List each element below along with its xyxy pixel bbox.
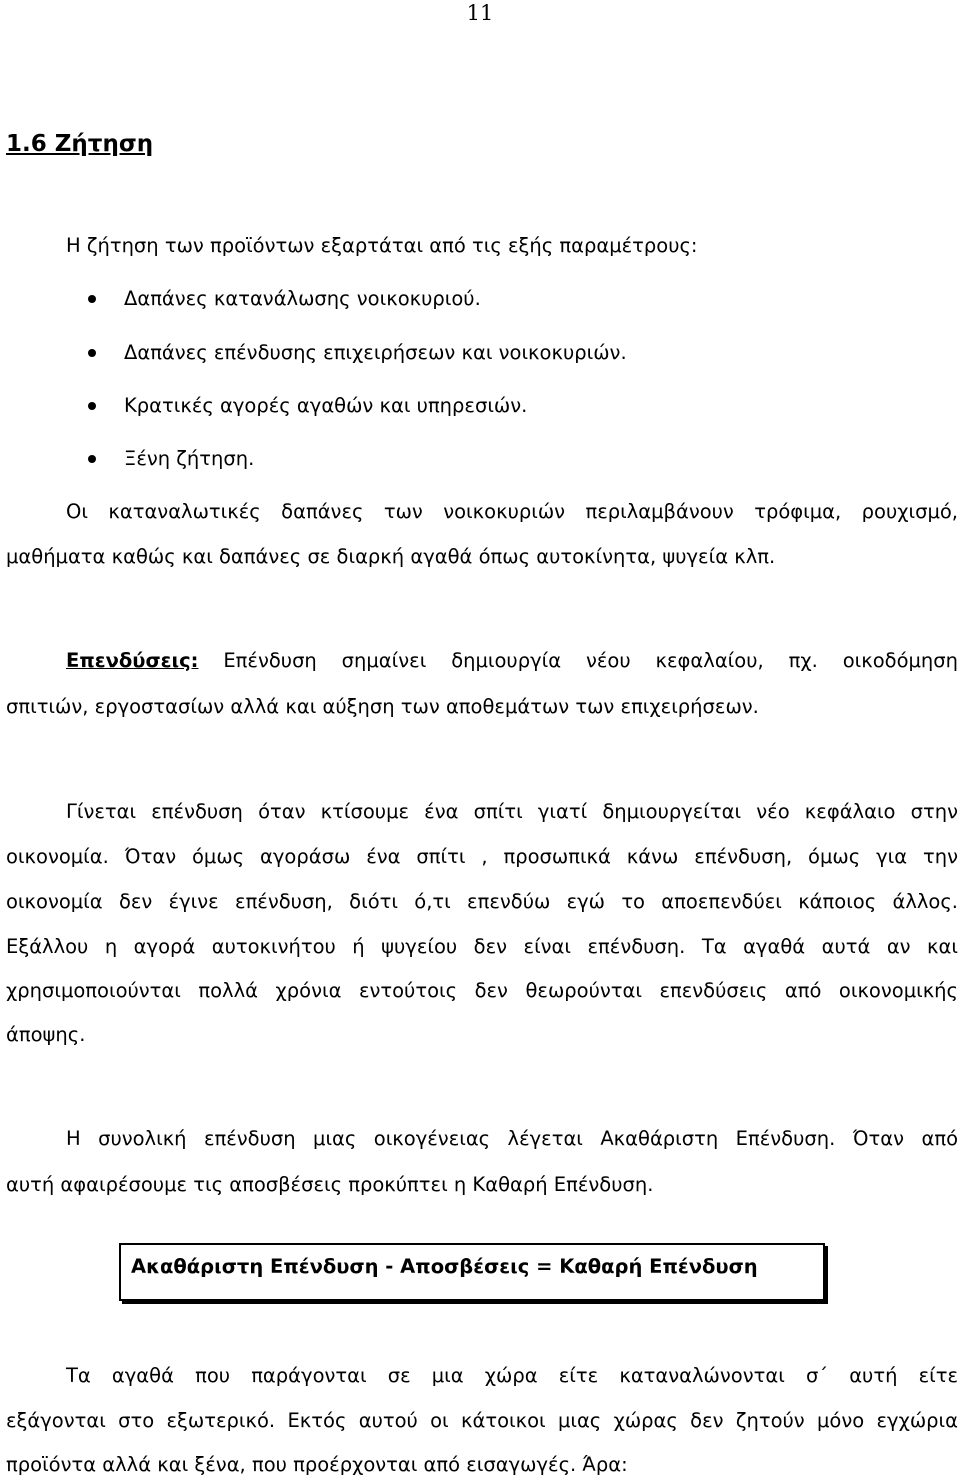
bullet-icon <box>88 455 96 463</box>
paragraph-line: Η συνολική επένδυση μιας οικογένειας λέγεται Ακαθάριστη Επένδυση. Όταν από <box>66 1127 958 1150</box>
intro-text: Η ζήτηση των προϊόντων εξαρτάται από τις εξής παραμέτρους: <box>66 234 698 257</box>
investment-term: Επενδύσεις: <box>66 649 199 672</box>
section-heading: 1.6 Ζήτηση <box>6 131 154 157</box>
paragraph-line: σπιτιών, εργοστασίων αλλά και αύξηση των αποθεμάτων των επιχειρήσεων. <box>6 695 759 718</box>
bullet-icon <box>88 295 96 303</box>
bullet-icon <box>88 349 96 357</box>
investment-definition: Επένδυση σημαίνει δημιουργία νέου κεφαλαίου, πχ. οικοδόμηση <box>198 649 958 672</box>
list-item: Κρατικές αγορές αγαθών και υπηρεσιών. <box>124 394 528 417</box>
bullet-icon <box>88 402 96 410</box>
paragraph-line: Γίνεται επένδυση όταν κτίσουμε ένα σπίτι γιατί δημιουργείται νέο κεφάλαιο στην <box>66 800 958 823</box>
paragraph-line: Τα αγαθά που παράγονται σε μια χώρα είτε καταναλώνονται σ΄ αυτή είτε <box>66 1364 958 1387</box>
paragraph-line: οικονομία δεν έγινε επένδυση, διότι ό,τι επενδύω εγώ το αποεπενδύει κάποιος άλλος. <box>6 890 958 913</box>
paragraph-line: προϊόντα αλλά και ξένα, που προέρχονται από εισαγωγές. Άρα: <box>6 1453 628 1476</box>
paragraph-line: Εξάλλου η αγορά αυτοκινήτου ή ψυγείου δεν είναι επένδυση. Τα αγαθά αυτά αν και <box>6 935 958 958</box>
list-item: Δαπάνες επένδυσης επιχειρήσεων και νοικοκυριών. <box>124 341 627 364</box>
paragraph-line: Οι καταναλωτικές δαπάνες των νοικοκυριών περιλαμβάνουν τρόφιμα, ρουχισμό, <box>66 500 958 523</box>
paragraph-line: εξάγονται στο εξωτερικό. Εκτός αυτού οι κάτοικοι μιας χώρας δεν ζητούν μόνο εγχώρια <box>6 1409 958 1432</box>
list-item: Ξένη ζήτηση. <box>124 447 255 470</box>
paragraph-line <box>66 646 958 676</box>
formula-box: Ακαθάριστη Επένδυση - Αποσβέσεις = Καθαρή Επένδυση <box>119 1243 825 1301</box>
paragraph-line: χρησιμοποιούνται πολλά χρόνια εντούτοις δεν θεωρούνται επενδύσεις από οικονομικής <box>6 979 958 1002</box>
paragraph-line: μαθήματα καθώς και δαπάνες σε διαρκή αγαθά όπως αυτοκίνητα, ψυγεία κλπ. <box>6 545 776 568</box>
list-item: Δαπάνες κατανάλωσης νοικοκυριού. <box>124 287 481 310</box>
paragraph-line: άποψης. <box>6 1023 86 1046</box>
page-number: 11 <box>466 1 494 25</box>
paragraph-line: αυτή αφαιρέσουμε τις αποσβέσεις προκύπτει η Καθαρή Επένδυση. <box>6 1173 654 1196</box>
paragraph-line: οικονομία. Όταν όμως αγοράσω ένα σπίτι , προσωπικά κάνω επένδυση, όμως για την <box>6 845 958 868</box>
